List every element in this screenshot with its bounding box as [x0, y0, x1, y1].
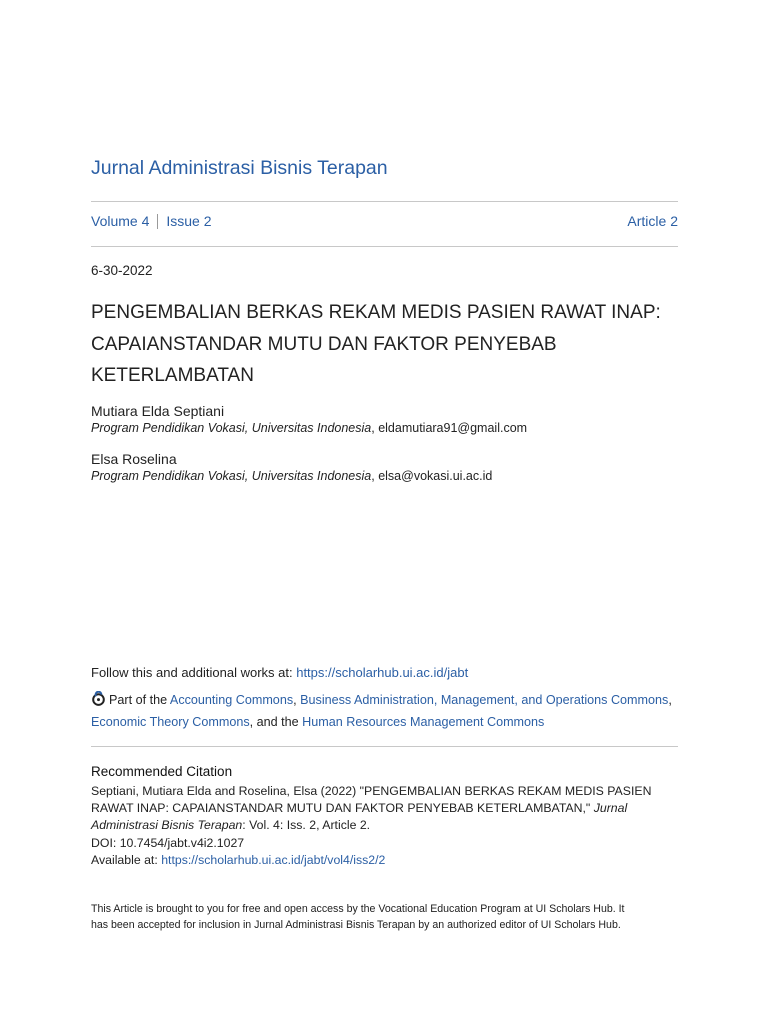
citation-line-1: Septiani, Mutiara Elda and Roselina, Elsa (2022) "PENGEMBALIAN BERKAS REKAM MEDIS PASIEN: [91, 784, 652, 798]
author-affiliation: [91, 421, 678, 435]
divider-citation: [91, 746, 678, 747]
author-email: , eldamutiara91@gmail.com: [371, 421, 528, 435]
citation-journal-italic-1: Jurnal: [593, 801, 628, 816]
follow-line: [91, 665, 678, 680]
part-of-commons: [91, 690, 678, 733]
article-title: [91, 297, 678, 392]
journal-name-link[interactable]: Jurnal Administrasi Bisnis Terapan: [91, 157, 388, 179]
author-block-2: [91, 451, 678, 483]
citation-title-text: RAWAT INAP: CAPAIANSTANDAR MUTU DAN FAKTOR PENYEBAB KETERLAMBATAN,": [91, 801, 594, 816]
volume-issue-separator: [157, 214, 158, 229]
follow-link[interactable]: https://scholarhub.ui.ac.id/jabt: [296, 665, 469, 680]
follow-text: Follow this and additional works at:: [91, 665, 297, 680]
accounting-commons-link[interactable]: Accounting Commons: [169, 693, 294, 707]
citation-line-2: [91, 800, 678, 817]
open-access-icon: [91, 691, 106, 706]
title-line-3: KETERLAMBATAN: [91, 365, 254, 386]
business-administration-commons-link[interactable]: Business Administration, Management, and Operations Commons: [300, 693, 669, 707]
affiliation-text: Program Pendidikan Vokasi, Universitas Indonesia: [91, 469, 372, 483]
citation-available-at: [91, 852, 678, 869]
access-statement-line-2: has been accepted for inclusion in Jurnal Administrasi Bisnis Terapan by an authorized editor of UI Scholars Hub.: [91, 918, 621, 931]
human-resources-commons-link[interactable]: Human Resources Management Commons: [302, 714, 545, 729]
commons-separator: ,: [668, 693, 672, 707]
author-email: , elsa@vokasi.ui.ac.id: [371, 469, 493, 483]
title-line-2: CAPAIANSTANDAR MUTU DAN FAKTOR PENYEBAB: [91, 333, 557, 355]
volume-link[interactable]: Volume 4: [91, 213, 150, 229]
available-link[interactable]: https://scholarhub.ui.ac.id/jabt/vol4/iss2/2: [161, 852, 386, 867]
title-line-1: PENGEMBALIAN BERKAS REKAM MEDIS PASIEN RAWAT INAP:: [91, 302, 661, 323]
citation-volume-info: : Vol. 4: Iss. 2, Article 2.: [242, 818, 371, 833]
author-affiliation: [91, 469, 678, 483]
volume-issue-bar: [91, 213, 678, 229]
available-label: Available at:: [91, 852, 162, 867]
citation-journal-italic-2: Administrasi Bisnis Terapan: [91, 818, 243, 833]
author-name: Elsa Roselina: [91, 451, 177, 467]
recommended-citation-heading: Recommended Citation: [91, 764, 233, 779]
author-block-1: [91, 403, 678, 435]
commons-separator: ,: [293, 693, 301, 707]
recommended-citation-body: [91, 783, 678, 869]
author-name: Mutiara Elda Septiani: [91, 403, 225, 419]
divider-top: [91, 201, 678, 202]
article-link[interactable]: Article 2: [627, 213, 678, 229]
economic-theory-commons-link[interactable]: Economic Theory Commons: [91, 714, 250, 729]
access-statement: [91, 902, 678, 933]
citation-line-3: [91, 817, 678, 834]
citation-doi: DOI: 10.7454/jabt.v4i2.1027: [91, 835, 245, 850]
affiliation-text: Program Pendidikan Vokasi, Universitas Indonesia: [91, 421, 372, 435]
issue-link[interactable]: Issue 2: [166, 213, 212, 229]
access-statement-line-1: This Article is brought to you for free and open access by the Vocational Education Program at UI Scholars Hub. It: [91, 903, 625, 915]
commons-separator: , and the: [249, 714, 303, 729]
part-of-prefix: Part of the: [109, 693, 170, 707]
publication-date: 6-30-2022: [91, 263, 153, 278]
divider-bottom: [91, 246, 678, 247]
